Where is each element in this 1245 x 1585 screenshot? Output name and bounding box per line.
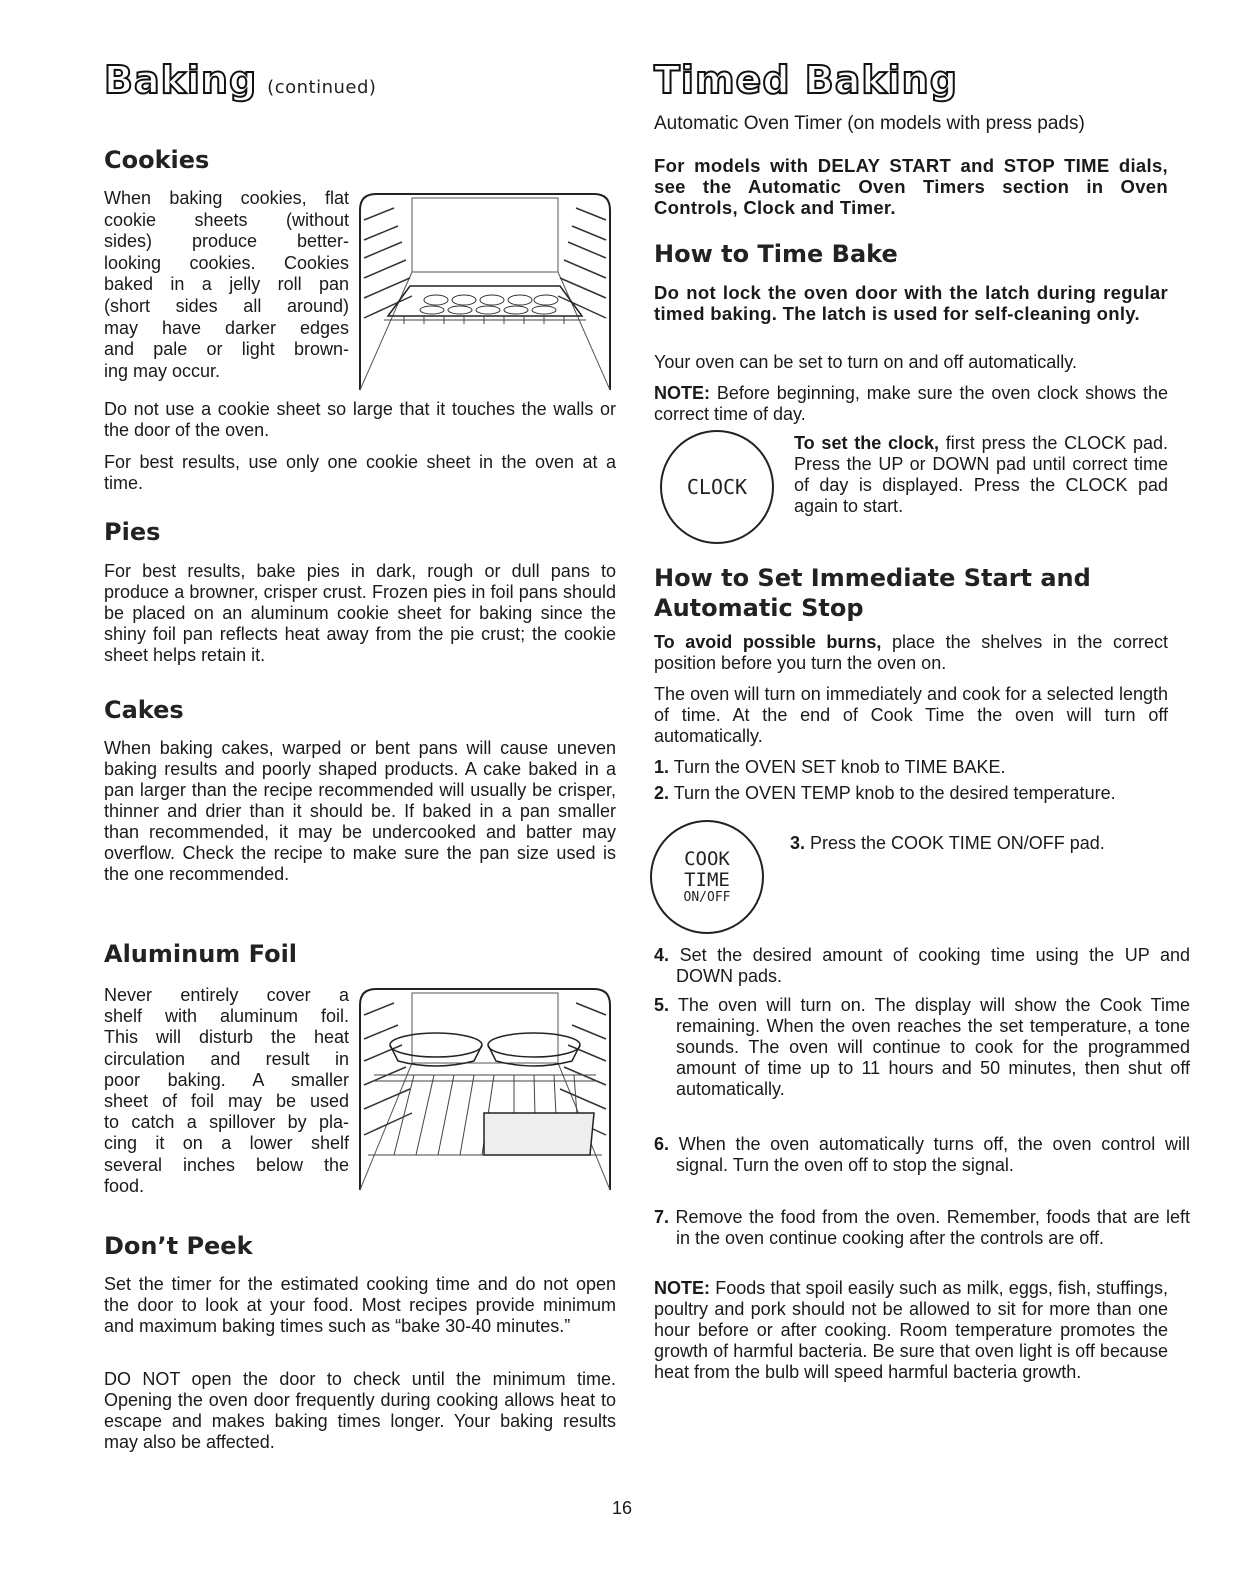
cookies-paragraph-3: For best results, use only one cookie sheet in the oven at a time. (104, 452, 616, 493)
subtitle-automatic-oven-timer: Automatic Oven Timer (on models with press pads) (654, 113, 1085, 134)
heading-how-to-time-bake: How to Time Bake (654, 240, 898, 268)
heading-cakes: Cakes (104, 696, 184, 724)
cookies-paragraph-2: Do not use a cookie sheet so large that it touches the walls or the door of the oven. (104, 399, 616, 440)
time-bake-intro: Your oven can be set to turn on and off automatically. (654, 352, 1077, 372)
step-5: 5. The oven will turn on. The display will show the Cook Time remaining. When the oven reaches the set temperature, a tone sounds. The oven will continue to cook for the programmed amount of time up to 11 hours and 50 minutes, then shut off automatically. (654, 995, 1190, 1099)
text-line: (short sides all around) (104, 296, 349, 316)
dont-peek-paragraph-2: DO NOT open the door to check until the minimum time. Opening the oven door frequently during cooking allows heat to escape and makes baking times longer. Your baking results may also be affected. (104, 1369, 616, 1452)
text-line: sides) produce better- (104, 231, 349, 252)
text-line: may have darker edges (104, 317, 349, 338)
title-suffix: (continued) (267, 77, 377, 98)
clock-pad-icon: CLOCK (660, 430, 774, 544)
heading-aluminum-foil: Aluminum Foil (104, 940, 298, 968)
heading-pies: Pies (104, 518, 161, 546)
page-number: 16 (612, 1498, 633, 1518)
set-clock-instructions: To set the clock, first press the CLOCK pad. Press the UP or DOWN pad until correct time of day is displayed. Press the CLOCK pad again to start. (794, 433, 1168, 516)
text-line: Never entirely cover a (104, 985, 349, 1005)
text-line: and pale or light brown- (104, 339, 349, 360)
oven-foil-illustration (354, 985, 616, 1190)
pies-text: For best results, bake pies in dark, rough or dull pans to produce a browner, crisper crust. Frozen pies in foil pans should be placed on an aluminum cookie sheet for baking since the shiny foil pan reflects heat away from the pie crust; the cookie sheet helps retain it. (104, 561, 616, 665)
cook-time-pad-icon: COOK TIME ON/OFF (650, 820, 764, 934)
text-line: food. (104, 1175, 145, 1196)
immediate-start-intro: The oven will turn on immediately and cook for a selected length of time. At the end of Cook Time the oven will turn off automatically. (654, 684, 1168, 746)
text-line: cookie sheets (without (104, 209, 349, 230)
heading-dont-peek: Don’t Peek (104, 1232, 253, 1260)
step-6: 6. When the oven automatically turns off, the oven control will signal. Turn the oven off to stop the signal. (654, 1134, 1190, 1175)
latch-warning: Do not lock the oven door with the latch during regular timed baking. The latch is used for self-cleaning only. (654, 282, 1168, 324)
step-7: 7. Remove the food from the oven. Remember, foods that are left in the oven continue cooking after the controls are off. (654, 1207, 1190, 1248)
food-safety-note: NOTE: Foods that spoil easily such as milk, eggs, fish, stuffings, poultry and pork should not be allowed to sit for more than one hour before or after cooking. Room temperature promotes the growth of harmful bacteria. Be sure that oven light is off because heat from the bulb will speed harmful bacteria growth. (654, 1278, 1168, 1382)
text-line: several inches below the (104, 1154, 349, 1175)
delay-start-notice: For models with DELAY START and STOP TIME dials, see the Automatic Oven Timers section in Oven Controls, Clock and Timer. (654, 155, 1168, 218)
note-label: NOTE: (654, 383, 710, 403)
step-2: 2. Turn the OVEN TEMP knob to the desired temperature. (654, 783, 1116, 803)
text-line: baked in a jelly roll pan (104, 274, 349, 295)
step-3: 3. Press the COOK TIME ON/OFF pad. (790, 833, 1105, 853)
text-line: circulation and result in (104, 1048, 349, 1069)
step-4: 4. Set the desired amount of cooking time using the UP and DOWN pads. (654, 945, 1190, 986)
text-line: to catch a spillover by pla- (104, 1112, 349, 1133)
heading-cookies: Cookies (104, 146, 210, 174)
section-title-baking: Baking (continued) (104, 58, 377, 102)
cakes-text: When baking cakes, warped or bent pans will cause uneven baking results and poorly shaped products. A cake baked in a pan larger than the recipe recommended will usually be crisper, thinner and drier than it should be. If baked in a pan smaller than recommended, it may be undercooked and batter may overflow. Check the recipe to make sure the pan size used is the one recommended. (104, 738, 616, 884)
section-title-timed-baking: Timed Baking (654, 58, 958, 102)
oven-cookies-illustration (354, 190, 616, 390)
text-line: poor baking. A smaller (104, 1069, 349, 1090)
clock-note: NOTE: Before beginning, make sure the oven clock shows the correct time of day. (654, 383, 1168, 424)
dont-peek-paragraph-1: Set the timer for the estimated cooking time and do not open the door to look at your food. Most recipes provide minimum and maximum baking times such as “bake 30-40 minutes.” (104, 1274, 616, 1336)
heading-immediate-start: How to Set Immediate Start and Automatic Stop (654, 564, 1091, 622)
text-line: When baking cookies, flat (104, 188, 349, 208)
text-line: shelf with aluminum foil. (104, 1006, 349, 1027)
text-line: sheet of foil may be used (104, 1091, 349, 1111)
text-line: This will disturb the heat (104, 1027, 349, 1048)
step-1: 1. Turn the OVEN SET knob to TIME BAKE. (654, 757, 1006, 777)
text-line: cing it on a lower shelf (104, 1133, 349, 1154)
burns-warning: To avoid possible burns, place the shelves in the correct position before you turn the oven on. (654, 632, 1168, 673)
text-line: looking cookies. Cookies (104, 252, 349, 273)
text-line: ing may occur. (104, 360, 221, 381)
